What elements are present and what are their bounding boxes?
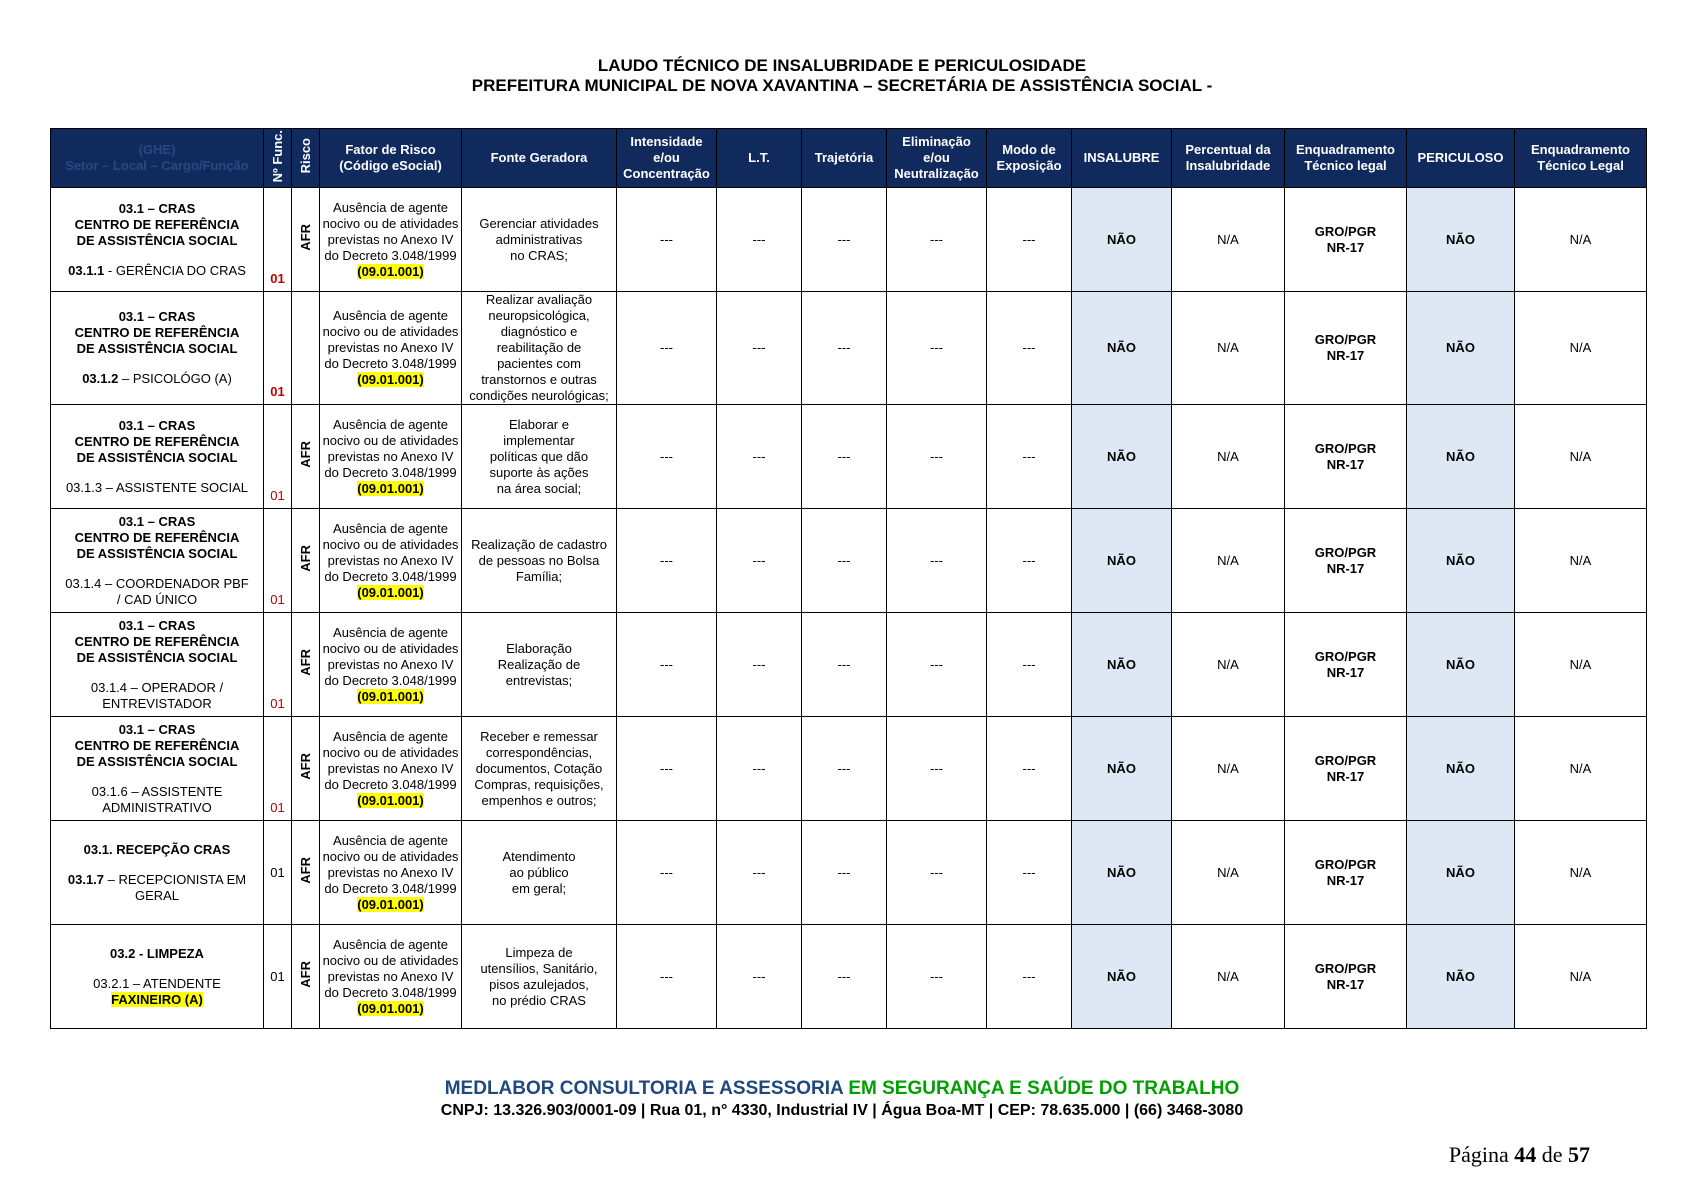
row-function-name: 03.1.4 – OPERADOR / ENTREVISTADOR — [90, 679, 224, 711]
row-nfunc-value: 01 — [270, 864, 285, 880]
row-trajetoria: --- — [802, 405, 887, 509]
row-nfunc — [264, 717, 292, 821]
row-enquadramento-gro: GRO/PGR — [1314, 648, 1377, 664]
row-risco — [292, 292, 320, 405]
row-modo: --- — [987, 821, 1072, 925]
row-fator-code: (09.01.001) — [357, 792, 424, 808]
row-sector-head: 03.1 – CRAS CENTRO DE REFERÊNCIA DE ASSISTÊNCIA SOCIAL — [74, 309, 240, 356]
row-periculoso: NÃO — [1407, 613, 1515, 717]
row-nfunc-value: 01 — [270, 384, 285, 399]
row-risco-value: AFR — [297, 753, 313, 780]
row-risco-value: AFR — [297, 649, 313, 676]
row-percentual: N/A — [1172, 821, 1285, 925]
row-function-code: 03.1.7 — [67, 871, 105, 887]
row-fator — [320, 292, 462, 405]
row-fonte: Elaborar e implementar políticas que dão suporte às ações na área social; — [462, 405, 617, 509]
row-percentual: N/A — [1172, 405, 1285, 509]
row-risco-value: AFR — [297, 224, 313, 251]
row-setor — [51, 821, 264, 925]
row-intensidade: --- — [617, 613, 717, 717]
row-fonte: Elaboração Realização de entrevistas; — [462, 613, 617, 717]
row-enquadramento-legal: N/A — [1515, 821, 1647, 925]
row-sector-head: 03.2 - LIMPEZA — [110, 945, 204, 961]
row-fonte: Limpeza de utensílios, Sanitário, pisos azulejados, no prédio CRAS — [462, 925, 617, 1029]
row-enquadramento-legal: N/A — [1515, 509, 1647, 613]
footer-address: CNPJ: 13.326.903/0001-09 | Rua 01, n° 4330, Industrial IV | Água Boa-MT | CEP: 78.635.000 | (66) 3468-3080 — [440, 1102, 1244, 1119]
table-row — [51, 509, 1647, 613]
row-modo: --- — [987, 717, 1072, 821]
page-label: Página — [1448, 1142, 1509, 1167]
row-periculoso: NÃO — [1407, 405, 1515, 509]
footer-company-green: EM SEGURANÇA E SAÚDE DO TRABALHO — [843, 1078, 1240, 1099]
page-number — [1420, 1142, 1590, 1168]
row-function-name: - GERÊNCIA DO CRAS — [104, 262, 246, 278]
row-enquadramento-legal: N/A — [1515, 188, 1647, 292]
row-setor — [51, 509, 264, 613]
row-intensidade: --- — [617, 405, 717, 509]
row-insalubre: NÃO — [1072, 925, 1172, 1029]
row-modo: --- — [987, 925, 1072, 1029]
col-fonte: Fonte Geradora — [462, 129, 617, 188]
col-risco-label: Risco — [297, 138, 313, 174]
row-intensidade: --- — [617, 821, 717, 925]
col-insalubre: INSALUBRE — [1072, 129, 1172, 188]
row-trajetoria: --- — [802, 821, 887, 925]
page-current: 44 — [1514, 1142, 1537, 1167]
col-enquadramento: Enquadramento Técnico legal — [1285, 129, 1407, 188]
row-lt: --- — [717, 509, 802, 613]
row-insalubre: NÃO — [1072, 509, 1172, 613]
row-sector-head: 03.1 – CRAS CENTRO DE REFERÊNCIA DE ASSISTÊNCIA SOCIAL — [74, 617, 240, 665]
row-eliminacao: --- — [887, 405, 987, 509]
col-nfunc-label: Nº Func. — [269, 129, 285, 183]
row-intensidade: --- — [617, 925, 717, 1029]
row-fonte: Realização de cadastro de pessoas no Bolsa Família; — [462, 509, 617, 613]
row-enquadramento-gro: GRO/PGR — [1314, 752, 1377, 768]
table-header-row — [51, 129, 1647, 188]
row-fonte: Atendimento ao público em geral; — [462, 821, 617, 925]
row-function-name: 03.1.3 – ASSISTENTE SOCIAL — [65, 479, 249, 495]
row-nfunc — [264, 405, 292, 509]
document-subtitle: PREFEITURA MUNICIPAL DE NOVA XAVANTINA – SECRETÁRIA DE ASSISTÊNCIA SOCIAL - — [471, 76, 1213, 95]
footer-company-blue: MEDLABOR CONSULTORIA E ASSESSORIA — [444, 1078, 844, 1099]
row-eliminacao: --- — [887, 717, 987, 821]
col-fator — [320, 129, 462, 188]
row-percentual: N/A — [1172, 188, 1285, 292]
row-eliminacao: --- — [887, 613, 987, 717]
row-sector-head: 03.1 – CRAS CENTRO DE REFERÊNCIA DE ASSISTÊNCIA SOCIAL — [74, 721, 240, 769]
row-fator-code: (09.01.001) — [357, 480, 424, 496]
row-fator-text: Ausência de agente nocivo ou de atividades previstas no Anexo IV do Decreto 3.048/1999 — [322, 624, 459, 688]
row-risco — [292, 613, 320, 717]
col-modo: Modo de Exposição — [987, 129, 1072, 188]
row-fator-text: Ausência de agente nocivo ou de atividades previstas no Anexo IV do Decreto 3.048/1999 — [322, 520, 459, 584]
row-enquadramento — [1285, 717, 1407, 821]
row-percentual: N/A — [1172, 717, 1285, 821]
row-enquadramento-legal: N/A — [1515, 717, 1647, 821]
col-fator-label: Fator de Risco — [345, 142, 436, 157]
row-lt: --- — [717, 405, 802, 509]
row-trajetoria: --- — [802, 509, 887, 613]
row-insalubre: NÃO — [1072, 405, 1172, 509]
row-fator-text: Ausência de agente nocivo ou de atividades previstas no Anexo IV do Decreto 3.048/1999 — [322, 199, 459, 263]
row-setor — [51, 188, 264, 292]
row-modo: --- — [987, 188, 1072, 292]
row-enquadramento-gro: GRO/PGR — [1314, 856, 1377, 872]
row-trajetoria: --- — [802, 925, 887, 1029]
row-sector-head: 03.1 – CRAS CENTRO DE REFERÊNCIA DE ASSISTÊNCIA SOCIAL — [74, 513, 240, 561]
row-enquadramento — [1285, 925, 1407, 1029]
row-intensidade: --- — [617, 717, 717, 821]
row-fator — [320, 925, 462, 1029]
row-trajetoria: --- — [802, 613, 887, 717]
col-enquadramento-2: Enquadramento Técnico Legal — [1515, 129, 1647, 188]
row-lt: --- — [717, 925, 802, 1029]
col-trajetoria: Trajetória — [802, 129, 887, 188]
row-nfunc-value: 01 — [270, 696, 285, 711]
row-enquadramento-legal: N/A — [1515, 405, 1647, 509]
row-trajetoria: --- — [802, 188, 887, 292]
row-percentual: N/A — [1172, 509, 1285, 613]
row-lt: --- — [717, 717, 802, 821]
row-function — [55, 371, 259, 387]
page-of: de — [1541, 1142, 1563, 1167]
row-trajetoria: --- — [802, 717, 887, 821]
row-fator-text: Ausência de agente nocivo ou de atividades previstas no Anexo IV do Decreto 3.048/1999 — [322, 832, 459, 896]
row-enquadramento — [1285, 613, 1407, 717]
row-risco — [292, 925, 320, 1029]
row-setor — [51, 292, 264, 405]
row-function-highlight: FAXINEIRO (A) — [111, 991, 203, 1007]
row-intensidade: --- — [617, 509, 717, 613]
row-nfunc — [264, 509, 292, 613]
row-fator-text: Ausência de agente nocivo ou de atividades previstas no Anexo IV do Decreto 3.048/1999 — [322, 728, 459, 792]
row-function — [55, 680, 259, 712]
row-sector-head: 03.1 – CRAS CENTRO DE REFERÊNCIA DE ASSISTÊNCIA SOCIAL — [74, 200, 240, 248]
row-function-name: – RECEPCIONISTA EM GERAL — [107, 871, 247, 903]
row-enquadramento — [1285, 188, 1407, 292]
row-modo: --- — [987, 292, 1072, 405]
row-enquadramento-nr: NR-17 — [1326, 768, 1365, 784]
row-eliminacao: --- — [887, 509, 987, 613]
row-enquadramento-legal: N/A — [1515, 613, 1647, 717]
row-fator — [320, 717, 462, 821]
row-enquadramento-nr: NR-17 — [1326, 976, 1365, 992]
row-function-name: – PSICOLÓGO (A) — [118, 371, 232, 386]
row-enquadramento-gro: GRO/PGR — [1314, 960, 1377, 976]
col-fator-code-label: (Código eSocial) — [339, 158, 442, 173]
page-total: 57 — [1568, 1142, 1590, 1167]
document-header — [0, 56, 1684, 96]
row-nfunc-value: 01 — [270, 800, 285, 815]
col-risco — [292, 129, 320, 188]
row-risco-value: AFR — [297, 441, 313, 468]
row-function-code: 03.1.2 — [82, 371, 119, 386]
row-enquadramento-gro: GRO/PGR — [1314, 332, 1377, 347]
row-lt: --- — [717, 613, 802, 717]
footer-company — [0, 1078, 1684, 1100]
row-risco-value: AFR — [297, 545, 313, 572]
row-nfunc-value: 01 — [270, 488, 285, 503]
row-eliminacao: --- — [887, 821, 987, 925]
row-enquadramento-gro: GRO/PGR — [1314, 440, 1377, 456]
row-risco — [292, 405, 320, 509]
row-fator-code: (09.01.001) — [357, 896, 424, 912]
row-fator — [320, 821, 462, 925]
row-setor — [51, 717, 264, 821]
row-function — [55, 784, 259, 816]
row-nfunc — [264, 925, 292, 1029]
row-modo: --- — [987, 405, 1072, 509]
row-setor — [51, 405, 264, 509]
row-fator — [320, 509, 462, 613]
row-sector-head: 03.1 – CRAS CENTRO DE REFERÊNCIA DE ASSISTÊNCIA SOCIAL — [74, 417, 240, 465]
row-risco — [292, 188, 320, 292]
row-enquadramento-legal: N/A — [1515, 292, 1647, 405]
row-enquadramento-nr: NR-17 — [1326, 456, 1365, 472]
row-function-name: 03.1.6 – ASSISTENTE ADMINISTRATIVO — [91, 783, 223, 815]
row-intensidade: --- — [617, 188, 717, 292]
table-row — [51, 405, 1647, 509]
row-fator — [320, 188, 462, 292]
col-ghe-label: (GHE) — [138, 142, 176, 157]
row-percentual: N/A — [1172, 613, 1285, 717]
row-lt: --- — [717, 188, 802, 292]
row-nfunc — [264, 188, 292, 292]
col-intensidade: Intensidade e/ou Concentração — [617, 129, 717, 188]
risk-table — [50, 128, 1647, 1029]
row-function-name: 03.2.1 – ATENDENTE — [93, 975, 221, 991]
row-enquadramento-legal: N/A — [1515, 925, 1647, 1029]
row-insalubre: NÃO — [1072, 821, 1172, 925]
row-nfunc-value: 01 — [270, 968, 285, 984]
row-intensidade: --- — [617, 292, 717, 405]
col-eliminacao: Eliminação e/ou Neutralização — [887, 129, 987, 188]
col-periculoso: PERICULOSO — [1407, 129, 1515, 188]
row-fonte: Realizar avaliação neuropsicológica, diagnóstico e reabilitação de pacientes com transtornos e outras condições neurológicas; — [462, 292, 617, 405]
table-row — [51, 292, 1647, 405]
row-insalubre: NÃO — [1072, 292, 1172, 405]
row-function — [55, 976, 259, 1008]
row-periculoso: NÃO — [1407, 717, 1515, 821]
col-setor-label: Setor – Local – Cargo/Função — [65, 158, 249, 173]
row-sector-head: 03.1. RECEPÇÃO CRAS — [83, 841, 231, 857]
row-periculoso: NÃO — [1407, 292, 1515, 405]
row-nfunc — [264, 613, 292, 717]
row-trajetoria: --- — [802, 292, 887, 405]
row-enquadramento-nr: NR-17 — [1326, 348, 1365, 363]
row-periculoso: NÃO — [1407, 821, 1515, 925]
row-modo: --- — [987, 509, 1072, 613]
row-periculoso: NÃO — [1407, 188, 1515, 292]
row-lt: --- — [717, 292, 802, 405]
row-function — [55, 872, 259, 904]
row-fonte: Gerenciar atividades administrativas no CRAS; — [462, 188, 617, 292]
table-row — [51, 821, 1647, 925]
table-row — [51, 925, 1647, 1029]
row-eliminacao: --- — [887, 925, 987, 1029]
row-nfunc — [264, 821, 292, 925]
row-enquadramento-nr: NR-17 — [1326, 872, 1365, 888]
row-enquadramento-nr: NR-17 — [1326, 664, 1365, 680]
row-fator-code: (09.01.001) — [357, 372, 424, 387]
row-enquadramento-nr: NR-17 — [1326, 239, 1365, 255]
row-fator — [320, 405, 462, 509]
row-nfunc-value: 01 — [270, 592, 285, 607]
row-risco — [292, 509, 320, 613]
row-lt: --- — [717, 821, 802, 925]
row-setor — [51, 613, 264, 717]
row-fator-code: (09.01.001) — [357, 1000, 424, 1016]
row-enquadramento — [1285, 509, 1407, 613]
row-eliminacao: --- — [887, 292, 987, 405]
row-nfunc-value: 01 — [270, 271, 285, 286]
row-fator-code: (09.01.001) — [357, 688, 424, 704]
row-enquadramento-nr: NR-17 — [1326, 560, 1365, 576]
col-setor — [51, 129, 264, 188]
document-title: LAUDO TÉCNICO DE INSALUBRIDADE E PERICULOSIDADE — [597, 56, 1087, 75]
row-fonte: Receber e remessar correspondências, documentos, Cotação Compras, requisições, empenhos e outros; — [462, 717, 617, 821]
row-eliminacao: --- — [887, 188, 987, 292]
row-function — [55, 576, 259, 608]
col-percentual: Percentual da Insalubridade — [1172, 129, 1285, 188]
table-row — [51, 188, 1647, 292]
row-insalubre: NÃO — [1072, 717, 1172, 821]
row-risco — [292, 717, 320, 821]
row-fator-code: (09.01.001) — [357, 263, 424, 279]
row-function — [55, 263, 259, 279]
row-enquadramento-gro: GRO/PGR — [1314, 544, 1377, 560]
row-risco-value: AFR — [297, 961, 313, 988]
row-risco-value: AFR — [297, 857, 313, 884]
row-setor — [51, 925, 264, 1029]
row-enquadramento — [1285, 821, 1407, 925]
col-nfunc — [264, 129, 292, 188]
row-fator-text: Ausência de agente nocivo ou de atividades previstas no Anexo IV do Decreto 3.048/1999 — [322, 308, 459, 371]
row-modo: --- — [987, 613, 1072, 717]
row-function-code: 03.1.1 — [68, 262, 105, 278]
row-function-name: 03.1.4 – COORDENADOR PBF / CAD ÚNICO — [65, 575, 249, 607]
row-periculoso: NÃO — [1407, 509, 1515, 613]
row-percentual: N/A — [1172, 925, 1285, 1029]
row-enquadramento-gro: GRO/PGR — [1314, 223, 1377, 239]
row-fator — [320, 613, 462, 717]
col-lt: L.T. — [717, 129, 802, 188]
row-percentual: N/A — [1172, 292, 1285, 405]
row-insalubre: NÃO — [1072, 613, 1172, 717]
row-fator-code: (09.01.001) — [357, 584, 424, 600]
table-row — [51, 613, 1647, 717]
table-row — [51, 717, 1647, 821]
row-insalubre: NÃO — [1072, 188, 1172, 292]
row-periculoso: NÃO — [1407, 925, 1515, 1029]
row-enquadramento — [1285, 292, 1407, 405]
row-risco — [292, 821, 320, 925]
row-fator-text: Ausência de agente nocivo ou de atividades previstas no Anexo IV do Decreto 3.048/1999 — [322, 416, 459, 480]
row-fator-text: Ausência de agente nocivo ou de atividades previstas no Anexo IV do Decreto 3.048/1999 — [322, 936, 459, 1000]
row-function — [55, 480, 259, 496]
row-nfunc — [264, 292, 292, 405]
row-enquadramento — [1285, 405, 1407, 509]
